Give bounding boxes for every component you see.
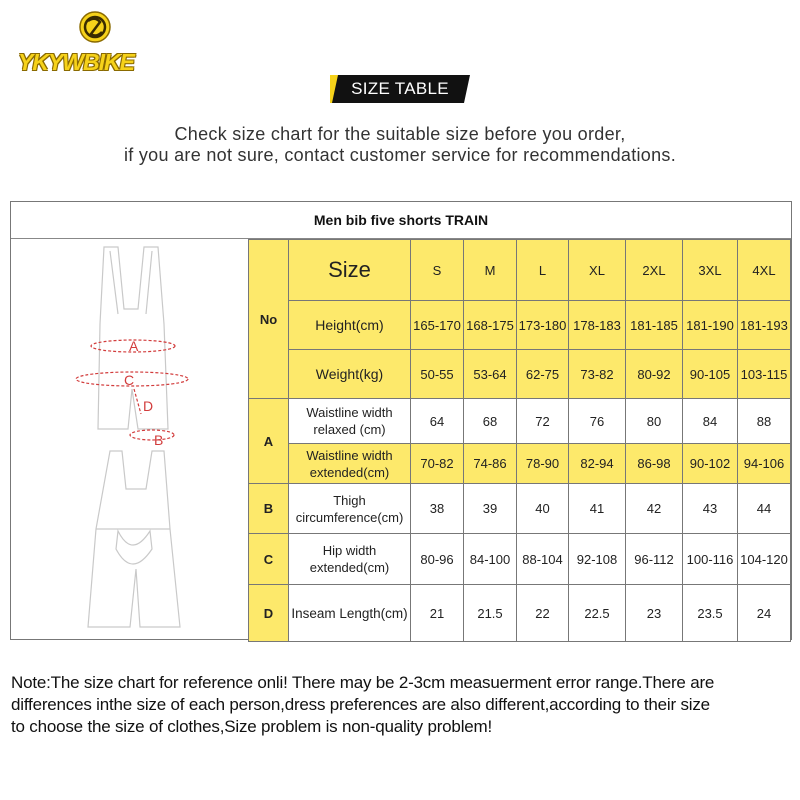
- thigh-s: 38: [411, 484, 464, 534]
- height-label: Height(cm): [289, 301, 411, 350]
- no-label: No: [249, 240, 289, 399]
- size-4xl: 4XL: [738, 240, 791, 301]
- hip-3xl: 100-116: [683, 534, 738, 585]
- intro-line-1: Check size chart for the suitable size before you order,: [174, 124, 626, 144]
- waist-extended-s: 70-82: [411, 444, 464, 484]
- label-line: Waistline width: [306, 447, 393, 463]
- waist-relaxed-label: [289, 399, 411, 444]
- waist-relaxed-2xl: 80: [626, 399, 683, 444]
- weight-label: Weight(kg): [289, 350, 411, 399]
- hip-label: [289, 534, 411, 585]
- inseam-m: 21.5: [464, 585, 517, 642]
- thigh-2xl: 42: [626, 484, 683, 534]
- height-l: 173-180: [517, 301, 569, 350]
- label-line: relaxed (cm): [313, 422, 386, 437]
- inseam-label: Inseam Length(cm): [289, 585, 411, 642]
- waist-extended-m: 74-86: [464, 444, 517, 484]
- inseam-3xl: 23.5: [683, 585, 738, 642]
- thigh-row: [249, 484, 791, 534]
- waist-extended-l: 78-90: [517, 444, 569, 484]
- waist-relaxed-xl: 76: [569, 399, 626, 444]
- size-table: [248, 239, 791, 642]
- weight-4xl: 103-115: [738, 350, 791, 399]
- note-line-1: Note:The size chart for reference onli! There may be 2-3cm measuerment error range.There are: [11, 673, 715, 692]
- waist-extended-3xl: 90-102: [683, 444, 738, 484]
- label-line: extended(cm): [309, 464, 390, 480]
- inseam-l: 22: [517, 585, 569, 642]
- hip-xl: 92-108: [569, 534, 626, 585]
- inseam-4xl: 24: [738, 585, 791, 642]
- group-a-label: A: [249, 399, 289, 484]
- height-4xl: 181-193: [738, 301, 791, 350]
- marker-d: D: [143, 398, 154, 414]
- weight-xl: 73-82: [569, 350, 626, 399]
- waist-relaxed-3xl: 84: [683, 399, 738, 444]
- waist-extended-4xl: 94-106: [738, 444, 791, 484]
- hip-m: 84-100: [464, 534, 517, 585]
- waist-extended-2xl: 86-98: [626, 444, 683, 484]
- brand-logo: [18, 10, 158, 80]
- height-xl: 178-183: [569, 301, 626, 350]
- thigh-3xl: 43: [683, 484, 738, 534]
- group-b-label: B: [249, 484, 289, 534]
- inseam-row: [249, 585, 791, 642]
- hip-2xl: 96-112: [626, 534, 683, 585]
- weight-2xl: 80-92: [626, 350, 683, 399]
- disclaimer-note: [11, 672, 791, 738]
- brand-name: YKYWBIKE: [18, 49, 134, 75]
- height-m: 168-175: [464, 301, 517, 350]
- marker-b: B: [154, 432, 164, 448]
- size-s: S: [411, 240, 464, 301]
- waist-relaxed-s: 64: [411, 399, 464, 444]
- height-3xl: 181-190: [683, 301, 738, 350]
- height-2xl: 181-185: [626, 301, 683, 350]
- thigh-4xl: 44: [738, 484, 791, 534]
- size-chart-frame: [10, 201, 792, 640]
- hip-4xl: 104-120: [738, 534, 791, 585]
- thigh-xl: 41: [569, 484, 626, 534]
- weight-3xl: 90-105: [683, 350, 738, 399]
- thigh-m: 39: [464, 484, 517, 534]
- label-line: extended(cm): [309, 560, 390, 575]
- waist-extended-xl: 82-94: [569, 444, 626, 484]
- size-2xl: 2XL: [626, 240, 683, 301]
- group-c-label: C: [249, 534, 289, 585]
- note-line-2: differences inthe size of each person,dress preferences are also different,according to their size: [11, 695, 710, 714]
- label-line: Thigh: [333, 492, 366, 508]
- weight-s: 50-55: [411, 350, 464, 399]
- hip-row: [249, 534, 791, 585]
- waist-extended-label: [289, 444, 411, 484]
- note-line-3: to choose the size of clothes,Size problem is non-quality problem!: [11, 717, 493, 736]
- marker-a: A: [129, 338, 139, 354]
- inseam-s: 21: [411, 585, 464, 642]
- thigh-label: [289, 484, 411, 534]
- size-xl: XL: [569, 240, 626, 301]
- bicycle-logo-icon: [78, 10, 112, 44]
- size-3xl: 3XL: [683, 240, 738, 301]
- waist-relaxed-4xl: 88: [738, 399, 791, 444]
- size-l: L: [517, 240, 569, 301]
- weight-l: 62-75: [517, 350, 569, 399]
- size-header-row: [249, 240, 791, 301]
- thigh-l: 40: [517, 484, 569, 534]
- waist-relaxed-l: 72: [517, 399, 569, 444]
- waist-extended-row: [249, 444, 791, 484]
- intro-line-2: if you are not sure, contact customer service for recommendations.: [123, 145, 677, 165]
- marker-c: C: [124, 372, 135, 388]
- height-s: 165-170: [411, 301, 464, 350]
- waist-relaxed-row: [249, 399, 791, 444]
- hip-s: 80-96: [411, 534, 464, 585]
- height-row: [249, 301, 791, 350]
- label-line: Hip width: [322, 543, 377, 558]
- size-table-banner: [330, 75, 470, 103]
- group-d-label: D: [249, 585, 289, 642]
- inseam-xl: 22.5: [569, 585, 626, 642]
- banner-title: SIZE TABLE: [351, 79, 449, 98]
- weight-row: [249, 350, 791, 399]
- size-label: Size: [289, 240, 411, 301]
- inseam-2xl: 23: [626, 585, 683, 642]
- weight-m: 53-64: [464, 350, 517, 399]
- hip-l: 88-104: [517, 534, 569, 585]
- table-title: Men bib five shorts TRAIN: [11, 202, 791, 239]
- waist-relaxed-m: 68: [464, 399, 517, 444]
- label-line: circumference(cm): [295, 509, 404, 525]
- bib-shorts-figure: [66, 239, 246, 639]
- label-line: Waistline width: [306, 405, 393, 420]
- size-m: M: [464, 240, 517, 301]
